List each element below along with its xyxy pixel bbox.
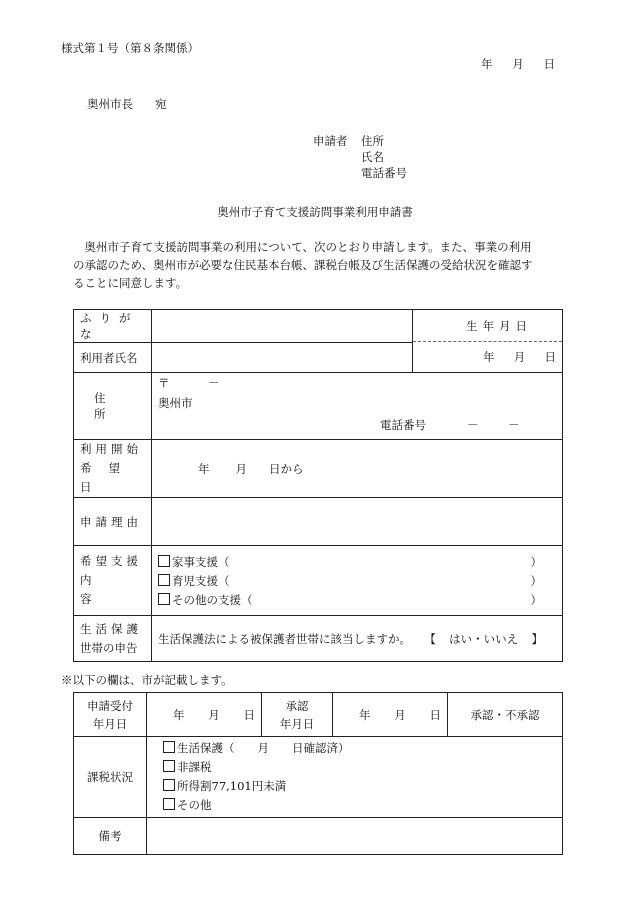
remarks-field[interactable] — [147, 818, 563, 855]
address-phone-label: 電話番号 — [380, 418, 426, 432]
address-label-cell — [74, 373, 152, 440]
applicant-name-label: 氏名 — [361, 150, 384, 164]
checkbox-icon[interactable] — [158, 593, 170, 605]
user-name-field[interactable] — [152, 343, 413, 373]
welfare-label-cell — [74, 616, 152, 662]
support-option-other[interactable] — [158, 590, 542, 609]
addressee — [87, 96, 167, 112]
addressee-suffix: 宛 — [155, 97, 167, 111]
postal-mark: 〒 — [158, 376, 170, 390]
birth-month: 月 — [513, 349, 526, 364]
date-year: 年 — [481, 57, 493, 71]
start-month: 月 — [235, 461, 247, 476]
phone-dash-2: － — [508, 418, 520, 432]
furigana-label-cell — [74, 310, 152, 343]
welfare-label-2: 世帯の申告 — [80, 640, 138, 655]
support-option-other-label: その他の支援（ — [172, 592, 253, 607]
intro-paragraph — [73, 238, 533, 292]
address-field[interactable] — [152, 373, 563, 440]
support-option-childcare[interactable] — [158, 571, 542, 590]
approval-month: 月 — [394, 707, 406, 722]
tax-option-welfare-label: 生活保護（ 月 日確認済） — [177, 741, 350, 755]
date-month: 月 — [512, 57, 524, 71]
birth-date-field[interactable] — [413, 342, 562, 372]
approval-result-cell[interactable] — [448, 693, 563, 737]
office-table — [73, 692, 563, 855]
tax-option-other[interactable] — [163, 796, 546, 815]
tax-options — [147, 737, 563, 818]
user-name-label-cell — [74, 343, 152, 373]
date-day: 日 — [543, 57, 555, 71]
approval-day: 日 — [429, 707, 441, 722]
received-label-cell — [74, 693, 147, 737]
tax-label: 課税状況 — [87, 770, 133, 784]
remarks-label: 備考 — [98, 829, 122, 843]
remarks-label-cell — [74, 818, 147, 855]
support-option-housework[interactable] — [158, 552, 542, 571]
close-paren: ） — [530, 554, 542, 569]
applicant-address-label: 住所 — [361, 134, 384, 148]
postal-dash: － — [208, 376, 220, 390]
welfare-open-bracket: 【 — [424, 631, 436, 646]
support-options — [152, 546, 563, 616]
support-label-cell — [74, 546, 152, 616]
document-title: 奥州市子育て支援訪問事業利用申請書 — [217, 205, 413, 219]
approval-date-field[interactable] — [333, 693, 448, 737]
start-year: 年 — [198, 461, 210, 476]
start-label-2: 希望日 — [80, 461, 137, 494]
tax-option-welfare[interactable] — [163, 739, 546, 758]
intro-line-2: の承認のため、奥州市が必要な住民基本台帳、課税台帳及び生活保護の受給状況を確認す — [73, 258, 533, 272]
received-label-1: 申請受付 — [87, 698, 133, 713]
start-label-1: 利用開始 — [80, 442, 142, 456]
birth-label: 生年月日 — [466, 318, 532, 333]
tax-option-other-label: その他 — [177, 798, 212, 812]
checkbox-icon[interactable] — [163, 760, 175, 772]
checkbox-icon[interactable] — [158, 555, 170, 567]
welfare-question: 生活保護法による被保護者世帯に該当しますか。 — [158, 631, 411, 646]
reason-field[interactable] — [152, 498, 563, 546]
applicant-label: 申請者 — [313, 134, 348, 148]
checkbox-icon[interactable] — [163, 779, 175, 791]
checkbox-icon[interactable] — [163, 798, 175, 810]
welfare-label-1: 生活保護 — [80, 621, 142, 636]
tax-option-non-taxable[interactable] — [163, 758, 546, 777]
checkbox-icon[interactable] — [158, 574, 170, 586]
applicant-phone-label: 電話番号 — [361, 166, 407, 180]
intro-line-1: 奥州市子育て支援訪問事業の利用について、次のとおり申請します。また、事業の利用 — [73, 240, 532, 254]
close-paren: ） — [530, 592, 542, 607]
close-paren: ） — [530, 573, 542, 588]
welfare-answer[interactable]: はい・いいえ — [449, 631, 519, 646]
office-note: ※以下の欄は、市が記載します。 — [61, 673, 233, 687]
address-label: 住所 — [94, 391, 136, 421]
start-day: 日から — [269, 461, 304, 476]
phone-dash-1: － — [467, 418, 479, 432]
welfare-question-cell — [152, 616, 563, 662]
application-table — [73, 309, 563, 662]
support-label-1: 希望支援 — [80, 554, 142, 568]
start-label-cell — [74, 440, 152, 498]
reason-label: 申請理由 — [80, 514, 142, 529]
date-header — [481, 56, 555, 72]
approval-result: 承認・不承認 — [470, 707, 540, 722]
support-label-2: 内容 — [80, 573, 118, 606]
support-option-housework-label: 家事支援（ — [172, 554, 230, 569]
approval-year: 年 — [359, 707, 371, 722]
intro-line-3: ることに同意します。 — [73, 276, 188, 290]
city-name: 奥州市 — [158, 396, 193, 410]
tax-option-income-under[interactable] — [163, 777, 546, 796]
received-day: 日 — [243, 707, 255, 722]
start-date-field[interactable] — [152, 440, 563, 498]
welfare-close-bracket: 】 — [531, 631, 543, 646]
checkbox-icon[interactable] — [163, 741, 175, 753]
birth-day: 日 — [544, 349, 556, 364]
approval-label-cell — [262, 693, 333, 737]
approval-label-2: 年月日 — [279, 716, 315, 731]
addressee-name: 奥州市長 — [87, 97, 133, 111]
furigana-field[interactable] — [152, 310, 413, 343]
received-month: 月 — [208, 707, 220, 722]
user-name-label: 利用者氏名 — [80, 350, 138, 365]
received-year: 年 — [173, 707, 185, 722]
tax-option-non-taxable-label: 非課税 — [177, 760, 212, 774]
received-label-2: 年月日 — [92, 716, 128, 731]
form-number: 様式第１号（第８条関係） — [61, 41, 199, 55]
furigana-label: ふりがな — [80, 311, 139, 341]
tax-option-income-under-label: 所得割77,101円未満 — [177, 779, 287, 793]
received-date-field[interactable] — [147, 693, 262, 737]
reason-label-cell — [74, 498, 152, 546]
tax-label-cell — [74, 737, 147, 818]
support-option-childcare-label: 育児支援（ — [172, 573, 230, 588]
birth-year: 年 — [483, 349, 495, 364]
birth-cell — [413, 310, 563, 373]
approval-label-1: 承認 — [285, 698, 309, 713]
